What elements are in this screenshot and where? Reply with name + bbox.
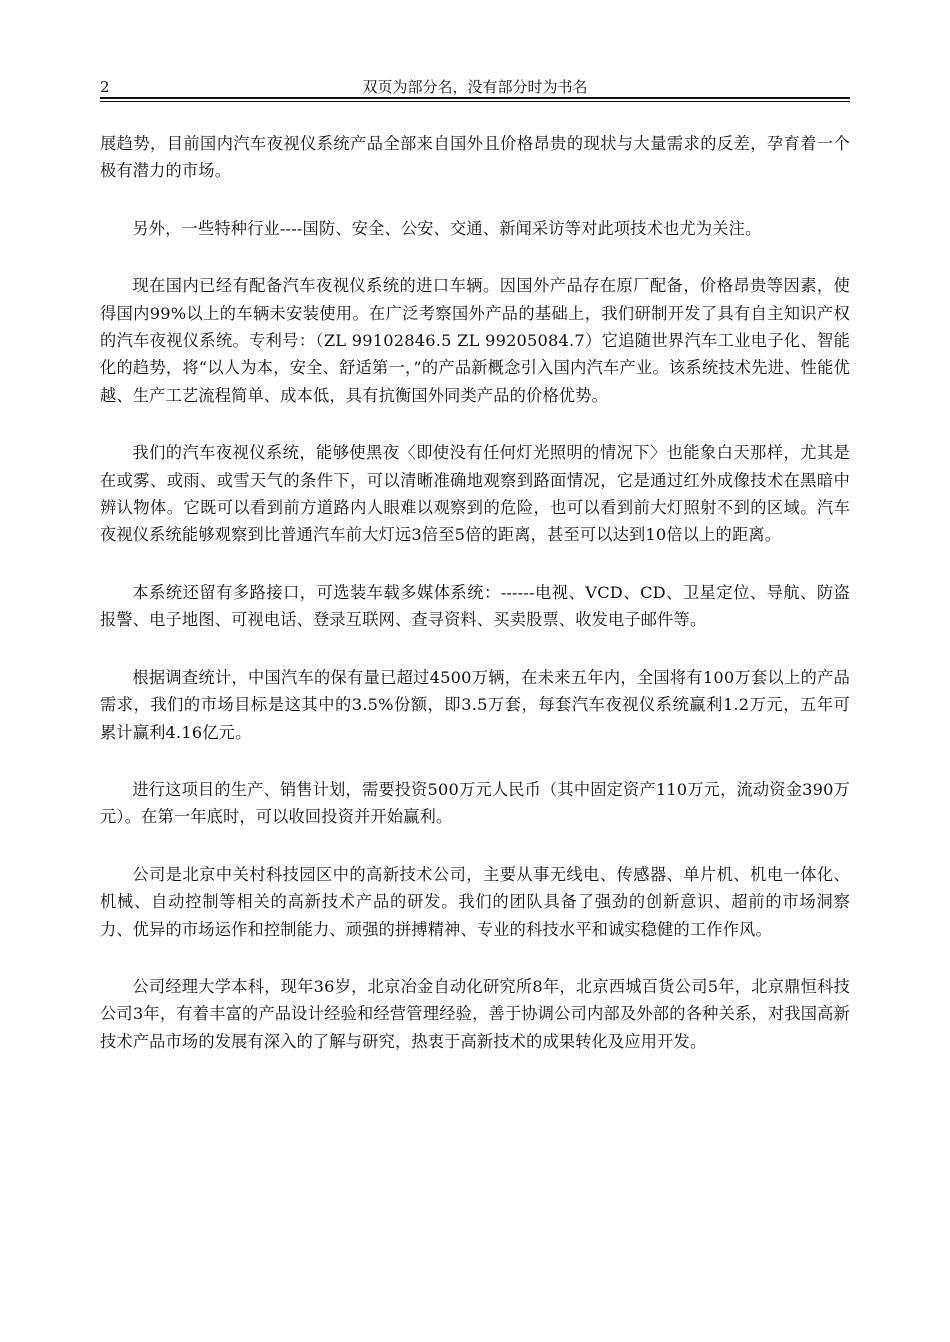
body-text bbox=[100, 130, 850, 1085]
paragraph-investment-plan: 进行这项目的生产、销售计划，需要投资500万元人民币（其中固定资产110万元，流动资金390万元）。在第一年底时，可以收回投资并开始赢利。 bbox=[100, 779, 850, 827]
running-title: 双页为部分名，没有部分时为书名 bbox=[362, 78, 588, 96]
page-number: 2 bbox=[100, 78, 110, 96]
page-header bbox=[100, 76, 850, 98]
paragraph-product-development: 现在国内已经有配备汽车夜视仪系统的进口车辆。因国外产品存在原厂配备，价格昂贵等因素，使得国内99%以上的车辆未安装使用。在广泛考察国外产品的基础上，我们研制开发了具有自主知识产权的汽车夜视仪系统。专利号：（ZL 99102846.5 ZL 99205084.7）它追随世界汽车工业电子化、智能化的趋势，将“以人为本，安全、舒适第一，”的产品新概念引入国内汽车产业。该系统技术先进、性能优越、生产工艺流程简单、成本低，具有抗衡国外同类产品的价格优势。 bbox=[100, 276, 850, 405]
paragraph-market-forecast: 根据调查统计，中国汽车的保有量已超过4500万辆，在未来五年内，全国将有100万套以上的产品需求，我们的市场目标是这其中的3.5%份额，即3.5万套，每套汽车夜视仪系统赢利1.2万元，五年可累计赢利4.16亿元。 bbox=[100, 667, 850, 742]
paragraph-special-industries: 另外，一些特种行业----国防、安全、公安、交通、新闻采访等对此项技术也尤为关注。 bbox=[132, 218, 762, 238]
header-rule-thick bbox=[100, 97, 850, 99]
paragraph-multimedia-interfaces: 本系统还留有多路接口，可选装车载多媒体系统：------电视、VCD、CD、卫星定位、导航、防盗报警、电子地图、可视电话、登录互联网、查寻资料、买卖股票、收发电子邮件等。 bbox=[100, 582, 850, 630]
paragraph-manager-profile: 公司经理大学本科，现年36岁，北京冶金自动化研究所8年，北京西城百货公司5年，北京鼎恒科技公司3年，有着丰富的产品设计经验和经营管理经验，善于协调公司内部及外部的各种关系，对我国高新技术产品市场的发展有深入的了解与研究，热衷于高新技术的成果转化及应用开发。 bbox=[100, 976, 850, 1051]
paragraph-system-capability: 我们的汽车夜视仪系统，能够使黑夜〈即使没有任何灯光照明的情况下〉也能象白天那样，尤其是在或雾、或雨、或雪天气的条件下，可以清晰准确地观察到路面情况，它是通过红外成像技术在黑暗中辨认物体。它既可以看到前方道路内人眼难以观察到的危险，也可以看到前大灯照射不到的区域。汽车夜视仪系统能够观察到比普通汽车前大灯远3倍至5倍的距离，甚至可以达到10倍以上的距离。 bbox=[100, 443, 850, 545]
paragraph-company-profile: 公司是北京中关村科技园区中的高新技术公司，主要从事无线电、传感器、单片机、机电一体化、机械、自动控制等相关的高新技术产品的研发。我们的团队具备了强劲的创新意识、超前的市场洞察力、优异的市场运作和控制能力、顽强的拼搏精神、专业的科技水平和诚实稳健的工作作风。 bbox=[100, 864, 850, 939]
header-rule-thin bbox=[100, 101, 850, 102]
paragraph-market-trend: 展趋势，目前国内汽车夜视仪系统产品全部来自国外且价格昂贵的现状与大量需求的反差，孕育着一个极有潜力的市场。 bbox=[100, 134, 850, 181]
